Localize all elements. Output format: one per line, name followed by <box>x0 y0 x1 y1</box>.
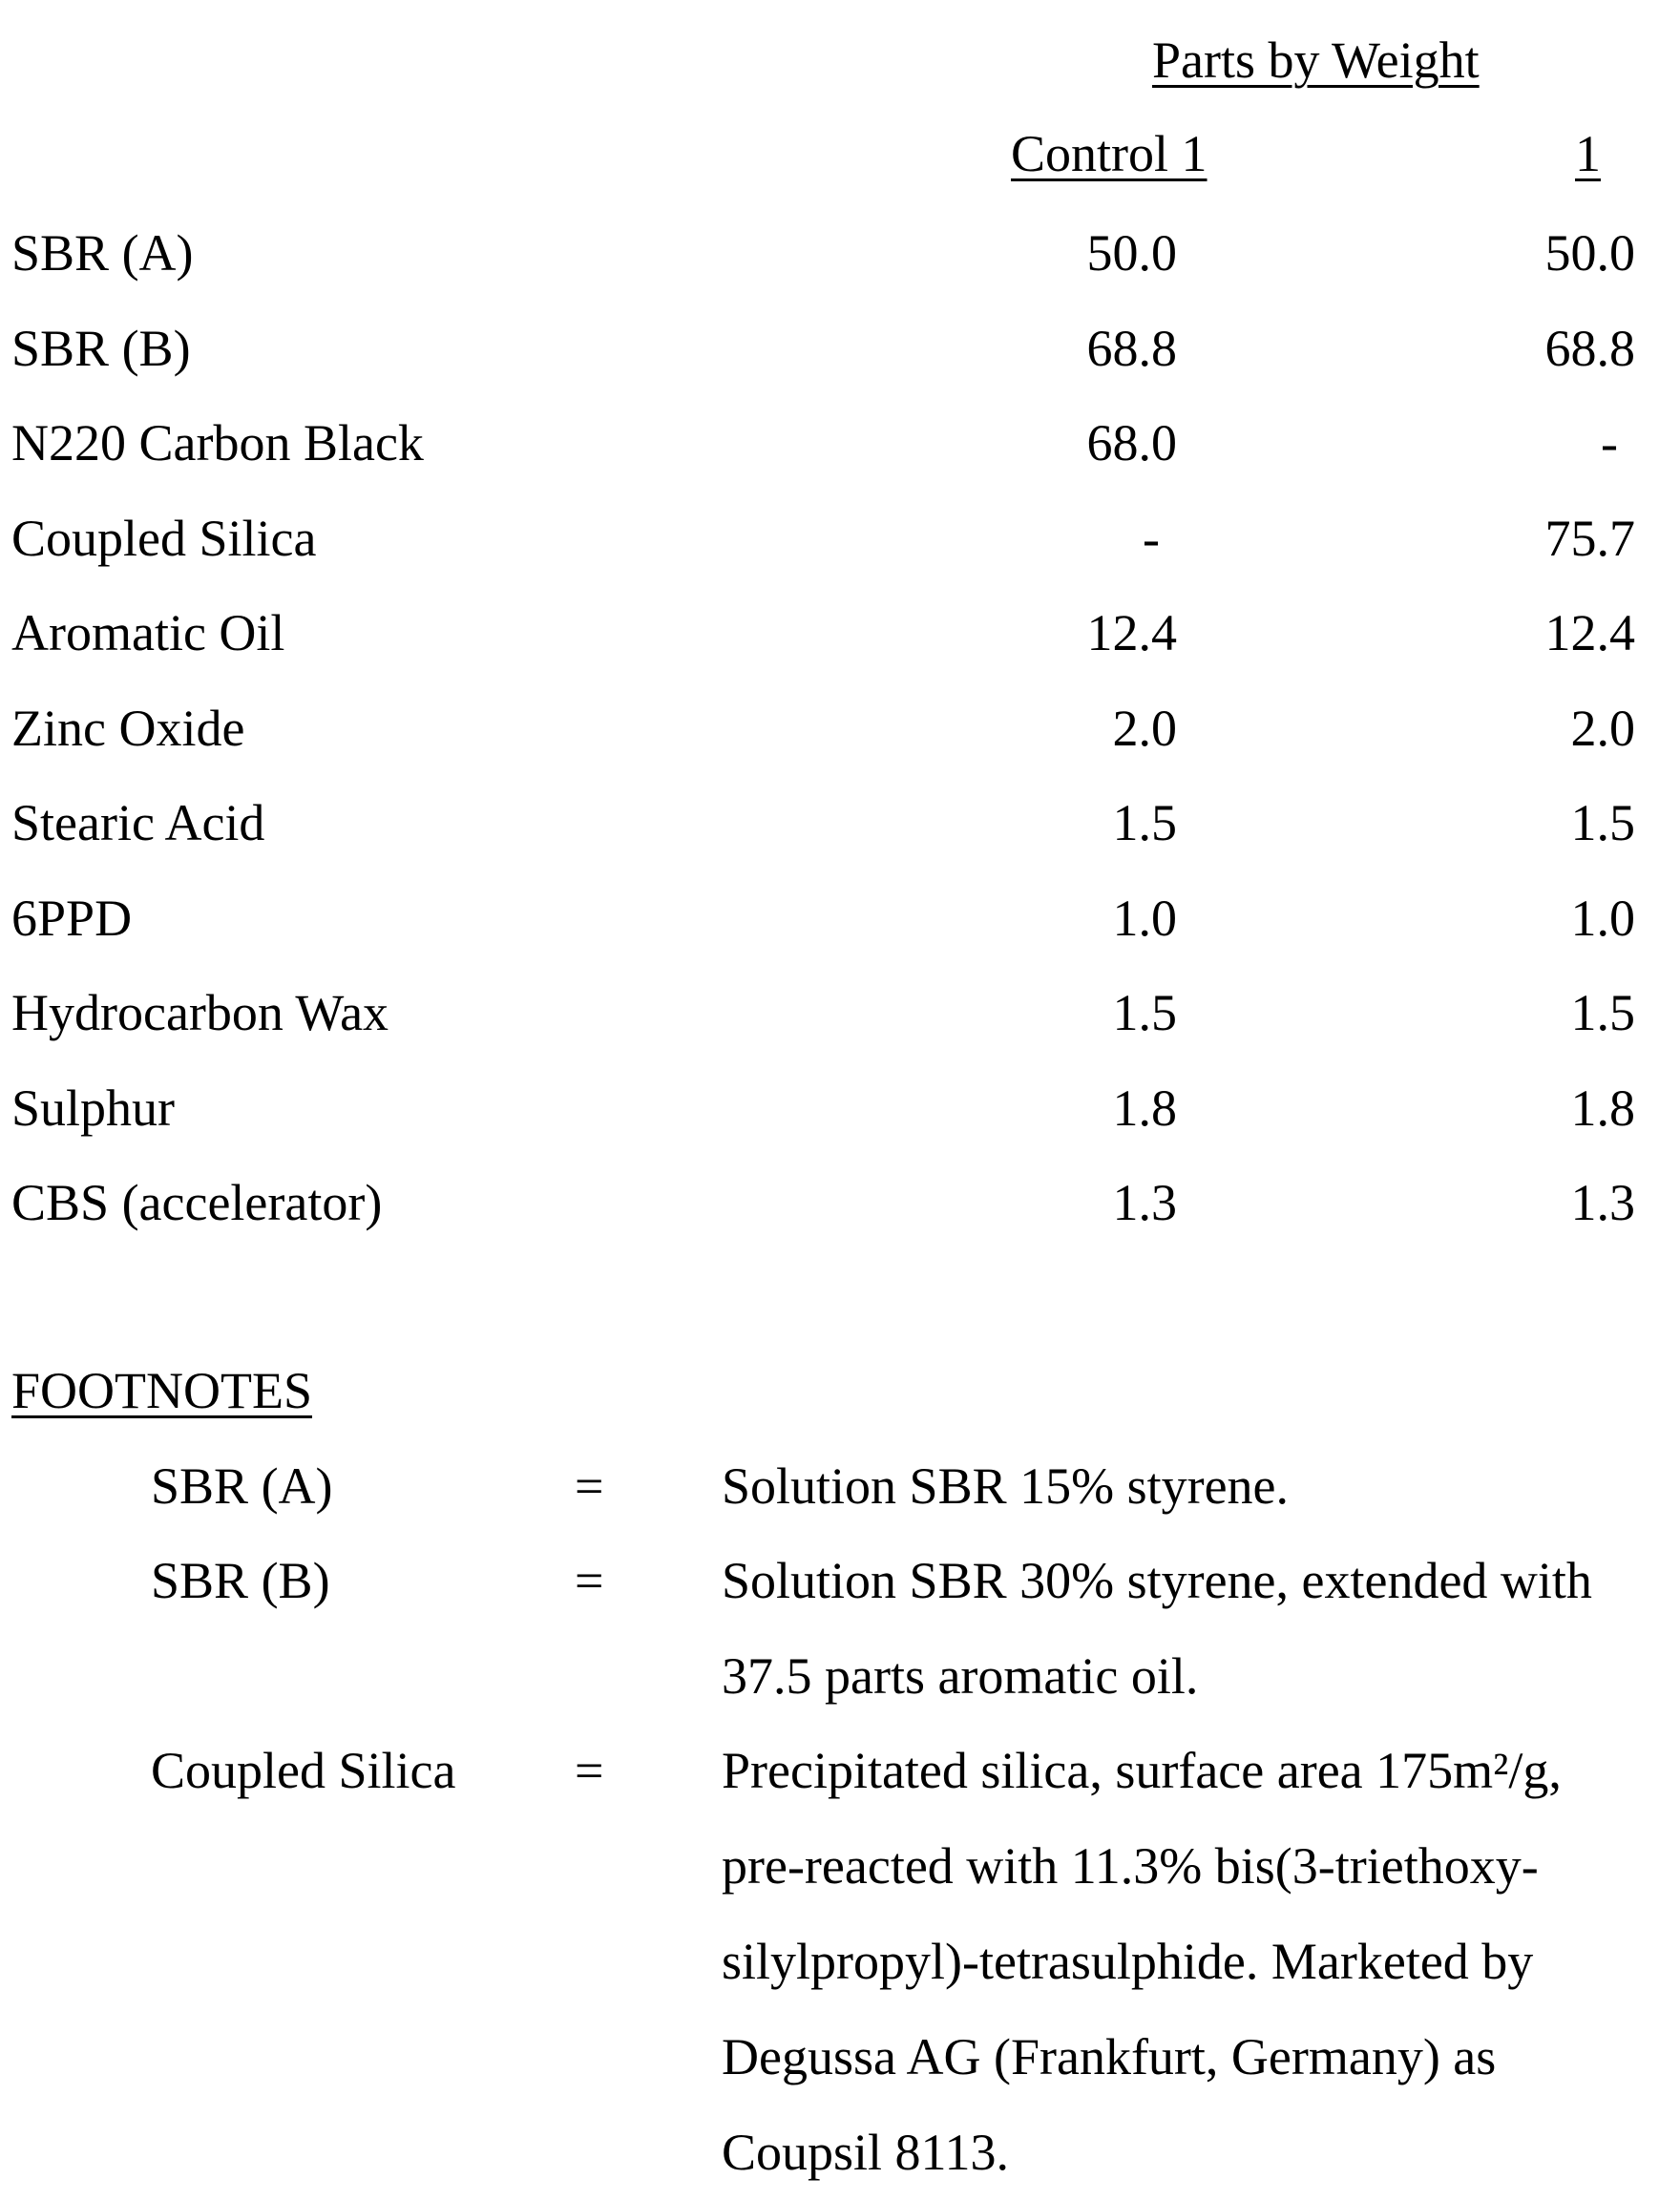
control-value: 68.8 <box>1086 320 1177 377</box>
parts-by-weight-heading: Parts by Weight <box>1152 31 1480 89</box>
control-value: 12.4 <box>1086 604 1177 661</box>
ingredient-name: Coupled Silica <box>11 510 317 567</box>
example-value: 2.0 <box>1570 700 1635 757</box>
example-value: 1.5 <box>1570 794 1635 851</box>
control-value: - <box>1143 510 1160 567</box>
control-value: 68.0 <box>1086 414 1177 471</box>
footnote-definition <box>722 1723 1676 2200</box>
example-value: 68.8 <box>1544 320 1635 377</box>
example-value: 1.3 <box>1570 1174 1635 1231</box>
control-value: 1.5 <box>1112 794 1177 851</box>
ingredient-name: Zinc Oxide <box>11 700 245 757</box>
table-row <box>0 1079 1680 1178</box>
footnotes-heading: FOOTNOTES <box>11 1362 313 1419</box>
example-value: 75.7 <box>1544 510 1635 567</box>
table-row <box>0 702 1680 798</box>
table-row <box>0 320 1680 418</box>
footnote-definition <box>722 1533 1676 1724</box>
example-value: 1.5 <box>1570 984 1635 1041</box>
table-row <box>0 604 1680 702</box>
table-row <box>0 892 1680 988</box>
ingredient-name: CBS (accelerator) <box>11 1174 383 1231</box>
ingredient-name: N220 Carbon Black <box>11 414 424 471</box>
footnote-equals: = <box>575 1457 604 1515</box>
footnote-line: silylpropyl)-tetrasulphide. Marketed by <box>722 1933 1534 1990</box>
example-value: 50.0 <box>1544 224 1635 282</box>
table-row <box>0 984 1680 1082</box>
ingredient-name: Sulphur <box>11 1079 176 1137</box>
ingredient-name: Aromatic Oil <box>11 604 285 661</box>
control-value: 1.3 <box>1112 1174 1177 1231</box>
footnote-line: Precipitated silica, surface area 175m²/g, <box>722 1742 1562 1799</box>
example-value: 1.8 <box>1570 1079 1635 1137</box>
footnote-equals: = <box>575 1742 604 1799</box>
footnote-line: 37.5 parts aromatic oil. <box>722 1647 1199 1705</box>
example-value: 1.0 <box>1570 890 1635 947</box>
control-value: 1.0 <box>1112 890 1177 947</box>
footnote-term: SBR (A) <box>151 1457 333 1515</box>
table-row <box>0 414 1680 513</box>
ingredient-name: SBR (B) <box>11 320 191 377</box>
table-row <box>0 1174 1680 1272</box>
footnote-line: pre-reacted with 11.3% bis(3-triethoxy- <box>722 1837 1539 1895</box>
footnote-line: Solution SBR 30% styrene, extended with <box>722 1552 1592 1609</box>
ingredient-name: SBR (A) <box>11 224 194 282</box>
ingredient-name: 6PPD <box>11 890 133 947</box>
column-header-example-1: 1 <box>1575 125 1601 182</box>
footnote-line: Coupsil 8113. <box>722 2124 1010 2181</box>
footnote-term: SBR (B) <box>151 1552 330 1609</box>
column-header-control-1: Control 1 <box>1011 125 1208 182</box>
ingredient-name: Hydrocarbon Wax <box>11 984 389 1041</box>
control-value: 1.5 <box>1112 984 1177 1041</box>
table-row <box>0 794 1680 892</box>
control-value: 2.0 <box>1112 700 1177 757</box>
ingredient-name: Stearic Acid <box>11 794 265 851</box>
footnote-line: Solution SBR 15% styrene. <box>722 1457 1290 1515</box>
footnote-definition <box>722 1438 1676 1534</box>
example-value: 12.4 <box>1544 604 1635 661</box>
footnote-equals: = <box>575 1552 604 1609</box>
footnote-line: Degussa AG (Frankfurt, Germany) as <box>722 2028 1497 2085</box>
control-value: 1.8 <box>1112 1079 1177 1137</box>
table-row <box>0 510 1680 608</box>
footnote-term: Coupled Silica <box>151 1742 456 1799</box>
control-value: 50.0 <box>1086 224 1177 282</box>
example-value: - <box>1601 414 1618 471</box>
table-row <box>0 224 1680 323</box>
